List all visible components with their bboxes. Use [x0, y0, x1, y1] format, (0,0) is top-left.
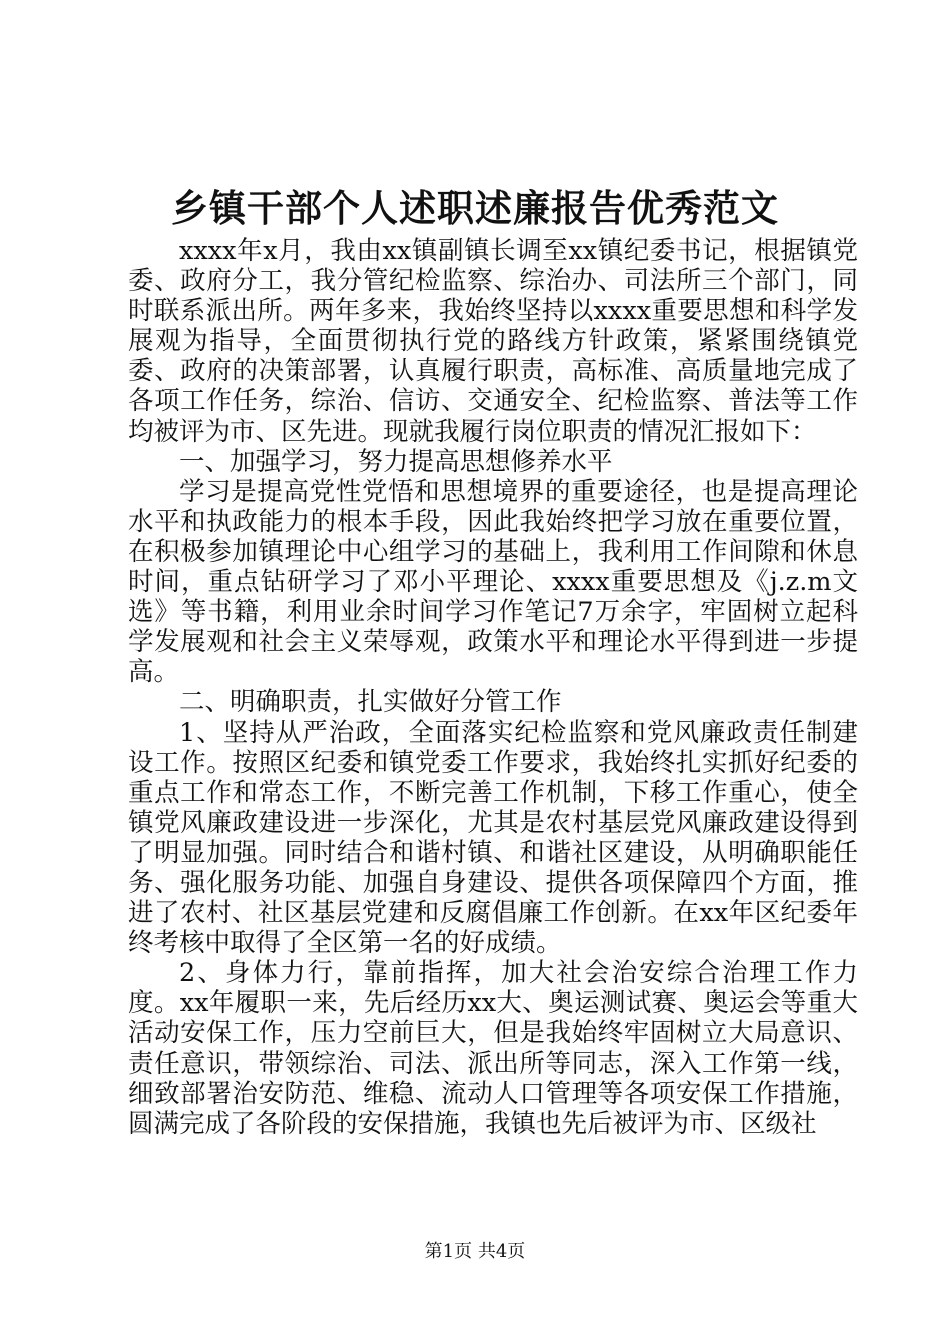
intro-paragraph: xxxx年x月，我由xx镇副镇长调至xx镇纪委书记，根据镇党委、政府分工，我分管纪检监察、综治办、司法所三个部门，同时联系派出所。两年多来，我始终坚持以xxxx重要思想和科学发展观为指导，全面贯彻执行党的路线方针政策，紧紧围绕镇党委、政府的决策部署，认真履行职责，高标准、高质量地完成了各项工作任务，综治、信访、交通安全、纪检监察、普法等工作均被评为市、区先进。现就我履行岗位职责的情况汇报如下：: [128, 236, 858, 447]
duty-paragraph-2: 2、身体力行，靠前指挥，加大社会治安综合治理工作力度。xx年履职一来，先后经历xx大、奥运测试赛、奥运会等重大活动安保工作，压力空前巨大，但是我始终牢固树立大局意识、责任意识，带领综治、司法、派出所等同志，深入工作第一线，细致部署治安防范、维稳、流动人口管理等各项安保工作措施，圆满完成了各阶段的安保措施，我镇也先后被评为市、区级社: [128, 958, 858, 1139]
document-title: 乡镇干部个人述职述廉报告优秀范文: [171, 186, 779, 230]
study-paragraph: 学习是提高党性党悟和思想境界的重要途径，也是提高理论水平和执政能力的根本手段，因此我始终把学习放在重要位置，在积极参加镇理论中心组学习的基础上，我利用工作间隙和休息时间，重点钻研学习了邓小平理论、xxxx重要思想及《j.z.m文选》等书籍，利用业余时间学习作笔记7万余字，牢固树立起科学发展观和社会主义荣辱观，政策水平和理论水平得到进一步提高。: [128, 476, 858, 688]
duty-paragraph-1: 1、坚持从严治政，全面落实纪检监察和党风廉政责任制建设工作。按照区纪委和镇党委工作要求，我始终扎实抓好纪委的重点工作和常态工作，不断完善工作机制，下移工作重心，使全镇党风廉政建设进一步深化，尤其是农村基层党风廉政建设得到了明显加强。同时结合和谐村镇、和谐社区建设，从明确职能任务、强化服务功能、加强自身建设、提供各项保障四个方面，推进了农村、社区基层党建和反腐倡廉工作创新。在xx年区纪委年终考核中取得了全区第一名的好成绩。: [128, 717, 858, 959]
page-number-footer: 第1页 共4页: [424, 1241, 526, 1262]
section-heading-duties: 二、明确职责，扎实做好分管工作: [179, 687, 562, 718]
section-heading-study: 一、加强学习，努力提高思想修养水平: [179, 446, 613, 477]
document-body: [128, 236, 858, 1139]
